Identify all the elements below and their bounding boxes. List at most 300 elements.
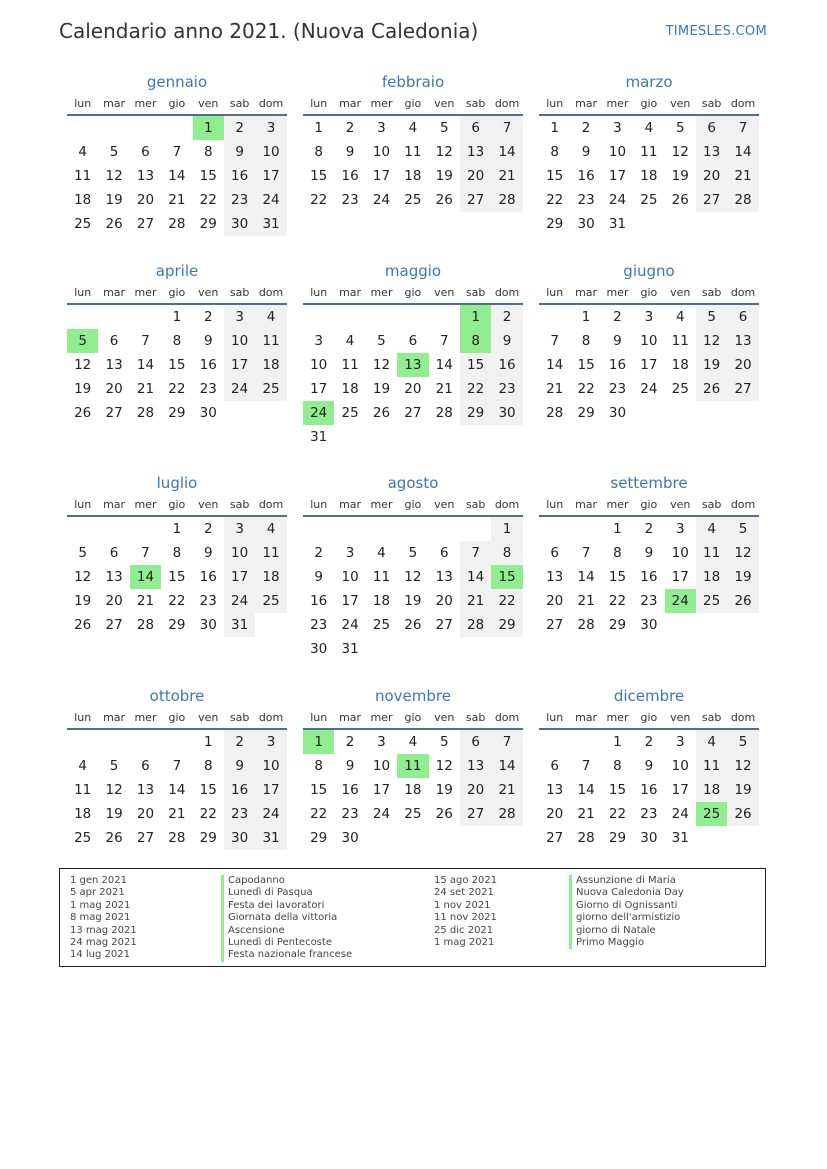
day-cell: 19 (74, 593, 92, 609)
weekday-label: sab (465, 497, 486, 511)
day-cell: 9 (581, 144, 591, 160)
weekday-label: mer (370, 96, 393, 110)
day-cell: 20 (696, 164, 727, 188)
day-cell: 11 (255, 541, 286, 565)
weekday-header (67, 281, 287, 305)
month-dicembre (539, 686, 759, 850)
day-cell: 24 (608, 192, 627, 208)
legend-holiday-name: giorno dell'armistizio (569, 912, 684, 924)
month-name: ottobre (149, 687, 205, 705)
page-title: Calendario anno 2021. (Nuova Caledonia) (59, 19, 479, 43)
day-cell: 19 (105, 192, 123, 208)
day-cell: 9 (345, 144, 355, 160)
legend-dates-left (70, 875, 137, 962)
day-cell: 10 (255, 140, 286, 164)
legend-holiday-name: Capodanno (221, 875, 352, 887)
day-cell: 17 (224, 353, 255, 377)
weekday-label: gio (168, 285, 186, 299)
day-cell: 9 (491, 329, 522, 353)
legend-date: 1 nov 2021 (434, 899, 491, 911)
day-cell: 23 (341, 192, 359, 208)
day-cell: 5 (109, 758, 119, 774)
day-cell: 17 (255, 164, 286, 188)
day-cell: 4 (78, 144, 87, 160)
legend-date: 11 nov 2021 (434, 912, 497, 924)
empty-cell (429, 517, 460, 541)
day-cell: 20 (460, 778, 491, 802)
day-cell: 18 (404, 168, 422, 184)
day-cell: 20 (727, 353, 758, 377)
holiday-day: 24 (665, 589, 696, 613)
day-cell: 12 (671, 144, 689, 160)
weekday-label: mar (339, 285, 362, 299)
day-cell: 10 (671, 545, 689, 561)
day-cell: 2 (224, 730, 255, 754)
legend-names-right (569, 875, 684, 949)
day-cell: 14 (460, 565, 491, 589)
day-cell: 5 (675, 120, 685, 136)
day-cell: 8 (550, 144, 559, 160)
day-cell: 8 (172, 333, 182, 349)
empty-cell (130, 305, 161, 329)
weekday-label: lun (310, 710, 328, 724)
day-cell: 24 (255, 802, 286, 826)
day-cell: 12 (696, 329, 727, 353)
day-cell: 27 (105, 617, 123, 633)
weekday-label: mar (575, 96, 598, 110)
legend-holiday-name: giorno di Natale (569, 925, 684, 937)
weekday-label: lun (546, 497, 564, 511)
day-cell: 24 (372, 806, 391, 822)
month-name: giugno (623, 262, 675, 280)
weekday-label: gio (168, 710, 186, 724)
day-cell: 21 (136, 381, 155, 397)
empty-cell (334, 305, 365, 329)
weekday-label: gio (404, 96, 422, 110)
day-cell: 21 (168, 192, 186, 208)
day-cell: 5 (408, 545, 418, 561)
day-cell: 7 (550, 333, 559, 349)
day-cell: 8 (172, 545, 182, 561)
day-cell: 26 (435, 192, 453, 208)
empty-cell (67, 517, 98, 541)
empty-cell (539, 305, 570, 329)
day-cell: 23 (310, 617, 328, 633)
day-cell: 30 (608, 405, 627, 421)
day-cell: 28 (491, 188, 522, 212)
day-cell: 18 (372, 593, 391, 609)
day-cell: 6 (141, 758, 150, 774)
legend-names-left (221, 875, 352, 962)
day-grid (539, 305, 759, 425)
day-cell: 16 (224, 164, 255, 188)
weekday-label: dom (494, 285, 520, 299)
day-cell: 3 (377, 734, 386, 750)
weekday-label: lun (546, 96, 564, 110)
day-cell: 23 (491, 377, 522, 401)
weekday-label: mar (103, 285, 126, 299)
day-cell: 11 (404, 144, 422, 160)
empty-cell (366, 517, 397, 541)
day-cell: 2 (644, 521, 654, 537)
day-cell: 26 (404, 617, 422, 633)
day-cell: 22 (310, 192, 328, 208)
day-cell: 6 (460, 730, 491, 754)
empty-cell (67, 305, 98, 329)
day-cell: 21 (168, 806, 186, 822)
day-cell: 8 (203, 144, 213, 160)
day-grid (539, 517, 759, 637)
day-cell: 13 (546, 782, 564, 798)
month-name: agosto (387, 474, 439, 492)
weekday-label: ven (198, 710, 219, 724)
day-cell: 17 (608, 168, 627, 184)
legend-date: 5 apr 2021 (70, 887, 125, 899)
day-grid (67, 116, 287, 236)
day-cell: 25 (640, 192, 658, 208)
weekday-label: lun (310, 285, 328, 299)
day-cell: 16 (608, 357, 627, 373)
day-grid (303, 730, 523, 850)
day-cell: 28 (136, 405, 155, 421)
legend-holiday-name: Primo Maggio (569, 937, 684, 949)
weekday-label: mar (103, 710, 126, 724)
day-cell: 13 (546, 569, 564, 585)
day-cell: 23 (199, 381, 217, 397)
day-cell: 12 (435, 144, 453, 160)
day-cell: 26 (435, 806, 453, 822)
day-cell: 29 (491, 613, 522, 637)
empty-cell (130, 116, 161, 140)
holiday-day: 11 (397, 754, 428, 778)
day-grid (539, 116, 759, 236)
day-cell: 30 (224, 212, 255, 236)
day-cell: 7 (727, 116, 758, 140)
day-cell: 18 (696, 778, 727, 802)
day-cell: 25 (671, 381, 689, 397)
day-cell: 19 (727, 565, 758, 589)
day-cell: 9 (644, 545, 654, 561)
day-cell: 16 (199, 357, 217, 373)
legend-date: 1 mag 2021 (70, 899, 131, 911)
empty-cell (161, 730, 192, 754)
day-cell: 28 (435, 405, 453, 421)
day-cell: 11 (696, 754, 727, 778)
day-grid (67, 730, 287, 850)
day-cell: 31 (671, 830, 689, 846)
day-cell: 29 (608, 617, 627, 633)
day-cell: 7 (491, 730, 522, 754)
day-cell: 14 (577, 569, 595, 585)
day-cell: 19 (727, 778, 758, 802)
month-settembre (539, 473, 759, 637)
day-cell: 28 (577, 617, 595, 633)
day-cell: 15 (460, 353, 491, 377)
day-cell: 30 (640, 617, 658, 633)
day-cell: 29 (546, 216, 564, 232)
day-cell: 21 (435, 381, 453, 397)
weekday-label: sab (465, 96, 486, 110)
day-cell: 28 (546, 405, 564, 421)
day-cell: 28 (168, 216, 186, 232)
day-cell: 28 (168, 830, 186, 846)
day-cell: 16 (640, 569, 658, 585)
day-cell: 3 (345, 545, 355, 561)
day-cell: 17 (310, 381, 328, 397)
day-cell: 27 (546, 830, 564, 846)
month-giugno (539, 261, 759, 425)
weekday-label: mer (606, 710, 629, 724)
day-cell: 2 (345, 734, 355, 750)
day-cell: 25 (696, 589, 727, 613)
day-cell: 19 (372, 381, 391, 397)
month-gennaio (67, 72, 287, 236)
day-cell: 4 (408, 734, 418, 750)
weekday-label: mar (575, 285, 598, 299)
day-cell: 5 (439, 734, 449, 750)
day-cell: 29 (577, 405, 595, 421)
day-cell: 22 (608, 806, 627, 822)
day-cell: 5 (727, 730, 758, 754)
day-cell: 21 (546, 381, 564, 397)
day-grid (539, 730, 759, 850)
weekday-header (303, 281, 523, 305)
day-cell: 27 (105, 405, 123, 421)
day-cell: 26 (696, 377, 727, 401)
day-cell: 28 (136, 617, 155, 633)
day-cell: 13 (460, 754, 491, 778)
empty-cell (539, 730, 570, 754)
day-cell: 13 (727, 329, 758, 353)
day-cell: 30 (640, 830, 658, 846)
holiday-day: 24 (303, 401, 334, 425)
day-cell: 22 (577, 381, 595, 397)
day-cell: 10 (255, 754, 286, 778)
legend-holiday-name: Festa nazionale francese (221, 949, 352, 961)
holiday-day: 25 (696, 802, 727, 826)
day-cell: 27 (546, 617, 564, 633)
day-cell: 25 (341, 405, 359, 421)
month-marzo (539, 72, 759, 236)
day-cell: 23 (199, 593, 217, 609)
day-cell: 15 (608, 569, 627, 585)
day-cell: 13 (105, 569, 123, 585)
day-cell: 29 (608, 830, 627, 846)
day-cell: 11 (74, 168, 92, 184)
day-cell: 7 (141, 545, 150, 561)
legend-holiday-name: Giorno di Ognissanti (569, 900, 684, 912)
empty-cell (570, 730, 601, 754)
day-cell: 17 (224, 565, 255, 589)
day-cell: 29 (168, 405, 186, 421)
day-cell: 13 (460, 140, 491, 164)
day-cell: 11 (74, 782, 92, 798)
day-cell: 2 (613, 309, 622, 325)
day-cell: 20 (546, 806, 564, 822)
day-cell: 11 (372, 569, 391, 585)
weekday-label: gio (404, 710, 422, 724)
weekday-label: mar (103, 497, 126, 511)
month-name: marzo (625, 73, 673, 91)
day-cell: 6 (408, 333, 418, 349)
weekday-label: ven (434, 497, 455, 511)
weekday-label: dom (494, 497, 520, 511)
day-cell: 3 (377, 120, 386, 136)
weekday-label: lun (74, 96, 92, 110)
day-cell: 22 (491, 589, 522, 613)
day-cell: 3 (314, 333, 323, 349)
day-cell: 2 (491, 305, 522, 329)
day-cell: 26 (727, 589, 758, 613)
weekday-label: dom (258, 285, 284, 299)
day-cell: 3 (613, 120, 622, 136)
day-cell: 2 (644, 734, 654, 750)
weekday-label: ven (670, 285, 691, 299)
day-cell: 24 (372, 192, 391, 208)
day-cell: 24 (671, 806, 689, 822)
day-cell: 14 (491, 140, 522, 164)
day-cell: 25 (74, 830, 92, 846)
day-cell: 11 (640, 144, 658, 160)
empty-cell (334, 517, 365, 541)
day-cell: 18 (255, 353, 286, 377)
weekday-label: gio (640, 285, 658, 299)
month-febbraio (303, 72, 523, 212)
day-cell: 27 (696, 188, 727, 212)
day-cell: 21 (460, 589, 491, 613)
day-cell: 2 (314, 545, 323, 561)
day-cell: 26 (105, 216, 123, 232)
day-cell: 4 (255, 305, 286, 329)
weekday-label: sab (465, 710, 486, 724)
weekday-header (539, 493, 759, 517)
legend-date: 25 dic 2021 (434, 924, 494, 936)
day-cell: 27 (460, 188, 491, 212)
day-cell: 3 (224, 305, 255, 329)
weekday-label: mar (575, 710, 598, 724)
day-cell: 1 (172, 309, 182, 325)
day-cell: 3 (255, 116, 286, 140)
day-cell: 13 (696, 140, 727, 164)
legend-holiday-name: Ascensione (221, 925, 352, 937)
weekday-label: mer (370, 710, 393, 724)
month-agosto (303, 473, 523, 661)
weekday-label: ven (670, 497, 691, 511)
weekday-label: sab (229, 710, 250, 724)
day-cell: 3 (255, 730, 286, 754)
holiday-day: 1 (303, 730, 334, 754)
legend-date: 24 set 2021 (434, 887, 494, 899)
weekday-label: dom (730, 497, 756, 511)
legend-date: 14 lug 2021 (70, 949, 130, 961)
weekday-label: sab (701, 96, 722, 110)
day-cell: 21 (491, 778, 522, 802)
weekday-label: ven (434, 710, 455, 724)
day-cell: 14 (435, 357, 453, 373)
day-cell: 7 (141, 333, 150, 349)
day-cell: 21 (491, 164, 522, 188)
day-cell: 7 (172, 758, 182, 774)
day-cell: 5 (727, 517, 758, 541)
day-cell: 30 (199, 405, 217, 421)
day-cell: 4 (408, 120, 418, 136)
day-cell: 4 (377, 545, 386, 561)
day-cell: 1 (314, 120, 323, 136)
weekday-label: gio (404, 497, 422, 511)
day-cell: 21 (577, 806, 595, 822)
month-name: gennaio (146, 73, 208, 91)
day-cell: 12 (435, 758, 453, 774)
day-cell: 9 (314, 569, 323, 585)
weekday-label: ven (434, 285, 455, 299)
day-cell: 16 (491, 353, 522, 377)
day-cell: 9 (345, 758, 355, 774)
day-cell: 8 (314, 758, 323, 774)
legend-date: 1 mag 2021 (434, 937, 495, 949)
day-cell: 13 (105, 357, 123, 373)
day-cell: 25 (404, 806, 422, 822)
day-cell: 22 (168, 381, 186, 397)
weekday-label: dom (730, 710, 756, 724)
empty-cell (429, 305, 460, 329)
day-cell: 22 (199, 192, 217, 208)
day-cell: 6 (460, 116, 491, 140)
day-cell: 10 (341, 569, 359, 585)
day-cell: 8 (491, 541, 522, 565)
day-cell: 22 (608, 593, 627, 609)
day-cell: 4 (644, 120, 654, 136)
day-grid (303, 305, 523, 449)
day-cell: 18 (74, 192, 92, 208)
day-cell: 16 (341, 168, 359, 184)
day-cell: 1 (613, 734, 622, 750)
day-cell: 15 (199, 168, 217, 184)
weekday-label: ven (670, 96, 691, 110)
day-cell: 13 (435, 569, 453, 585)
day-cell: 30 (224, 826, 255, 850)
day-cell: 5 (696, 305, 727, 329)
day-cell: 9 (203, 333, 213, 349)
holiday-day: 5 (67, 329, 98, 353)
weekday-label: lun (74, 497, 92, 511)
empty-cell (303, 517, 334, 541)
day-cell: 27 (460, 802, 491, 826)
day-cell: 23 (341, 806, 359, 822)
day-cell: 7 (581, 545, 591, 561)
day-cell: 25 (255, 377, 286, 401)
day-cell: 25 (404, 192, 422, 208)
holiday-day: 15 (491, 565, 522, 589)
site-link[interactable]: TIMESLES.COM (665, 24, 767, 39)
day-cell: 10 (671, 758, 689, 774)
legend-date: 8 mag 2021 (70, 912, 131, 924)
weekday-label: mer (606, 96, 629, 110)
legend-date: 13 mag 2021 (70, 924, 137, 936)
weekday-label: gio (168, 497, 186, 511)
day-cell: 7 (581, 758, 591, 774)
weekday-label: dom (258, 497, 284, 511)
weekday-label: sab (229, 96, 250, 110)
empty-cell (130, 517, 161, 541)
day-cell: 18 (640, 168, 658, 184)
empty-cell (98, 116, 129, 140)
day-cell: 8 (581, 333, 591, 349)
day-cell: 12 (105, 782, 123, 798)
empty-cell (460, 517, 491, 541)
day-cell: 17 (372, 782, 391, 798)
day-cell: 14 (168, 782, 186, 798)
day-cell: 21 (577, 593, 595, 609)
